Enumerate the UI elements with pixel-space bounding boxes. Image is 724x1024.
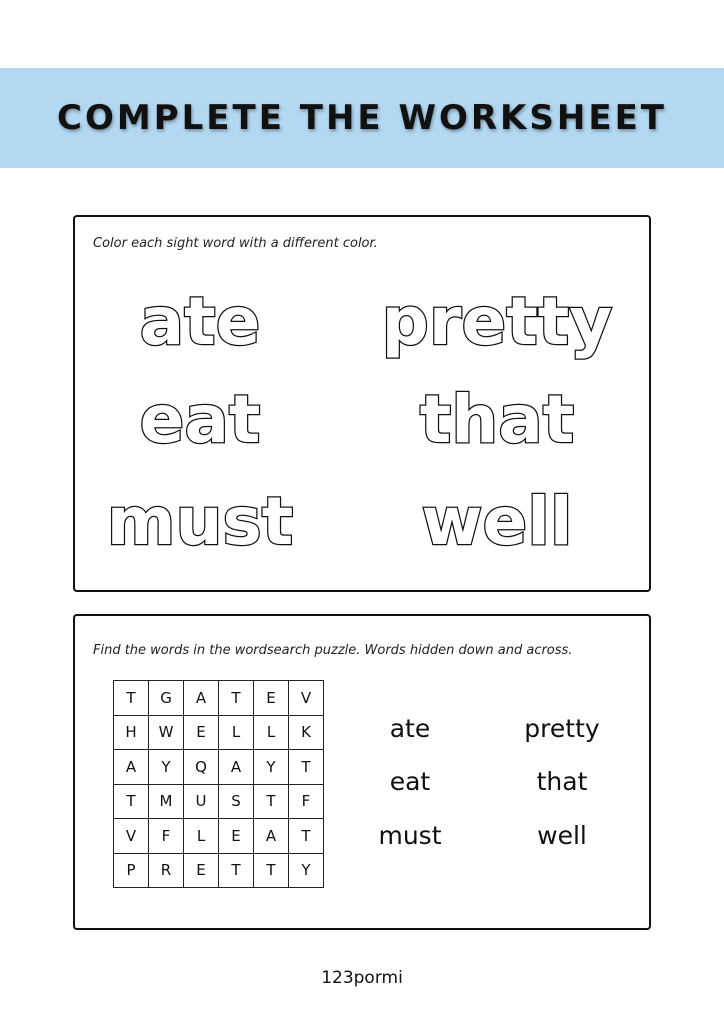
- grid-cell: Y: [254, 750, 289, 785]
- page-title: COMPLETE THE WORKSHEET: [57, 98, 667, 138]
- grid-cell: A: [219, 750, 254, 785]
- grid-cell: G: [149, 681, 184, 716]
- grid-cell: S: [219, 785, 254, 820]
- word-list-item: well: [537, 821, 587, 850]
- grid-cell: L: [254, 716, 289, 751]
- grid-cell: M: [149, 785, 184, 820]
- grid-cell: Y: [149, 750, 184, 785]
- brand-footer: 123pormi: [321, 968, 403, 988]
- grid-cell: R: [149, 854, 184, 889]
- grid-cell: T: [114, 785, 149, 820]
- sight-word-outline: well: [421, 483, 573, 560]
- coloring-section: [73, 215, 651, 592]
- word-list-item: ate: [389, 714, 431, 743]
- word-list-item: that: [536, 767, 588, 796]
- wordsearch-instruction: Find the words in the wordsearch puzzle. Words hidden down and across.: [93, 643, 573, 658]
- grid-cell: E: [254, 681, 289, 716]
- grid-cell: T: [254, 854, 289, 889]
- wordsearch-section: [73, 614, 651, 930]
- grid-cell: V: [289, 681, 324, 716]
- grid-cell: T: [219, 681, 254, 716]
- grid-cell: E: [219, 819, 254, 854]
- word-list-item: must: [378, 821, 442, 850]
- wordsearch-grid: [113, 680, 324, 888]
- grid-cell: Q: [184, 750, 219, 785]
- grid-cell: E: [184, 854, 219, 889]
- grid-cell: P: [114, 854, 149, 889]
- grid-cell: W: [149, 716, 184, 751]
- grid-cell: L: [184, 819, 219, 854]
- grid-cell: U: [184, 785, 219, 820]
- title-banner: [0, 68, 724, 168]
- grid-cell: E: [184, 716, 219, 751]
- grid-cell: K: [289, 716, 324, 751]
- sight-word-outline: ate: [139, 283, 261, 360]
- grid-cell: T: [254, 785, 289, 820]
- grid-cell: T: [289, 750, 324, 785]
- grid-cell: T: [289, 819, 324, 854]
- grid-cell: H: [114, 716, 149, 751]
- grid-cell: A: [254, 819, 289, 854]
- grid-cell: F: [289, 785, 324, 820]
- grid-cell: Y: [289, 854, 324, 889]
- sight-word-outline: must: [106, 483, 294, 560]
- sight-word-outline: that: [419, 381, 575, 458]
- sight-word-outline: pretty: [381, 283, 613, 360]
- grid-cell: V: [114, 819, 149, 854]
- word-list-item: eat: [389, 767, 431, 796]
- grid-cell: F: [149, 819, 184, 854]
- grid-cell: A: [114, 750, 149, 785]
- grid-cell: A: [184, 681, 219, 716]
- coloring-instruction: Color each sight word with a different color.: [93, 236, 378, 251]
- grid-cell: L: [219, 716, 254, 751]
- grid-cell: T: [114, 681, 149, 716]
- grid-cell: T: [219, 854, 254, 889]
- sight-word-outline: eat: [139, 381, 261, 458]
- word-list-item: pretty: [524, 714, 600, 743]
